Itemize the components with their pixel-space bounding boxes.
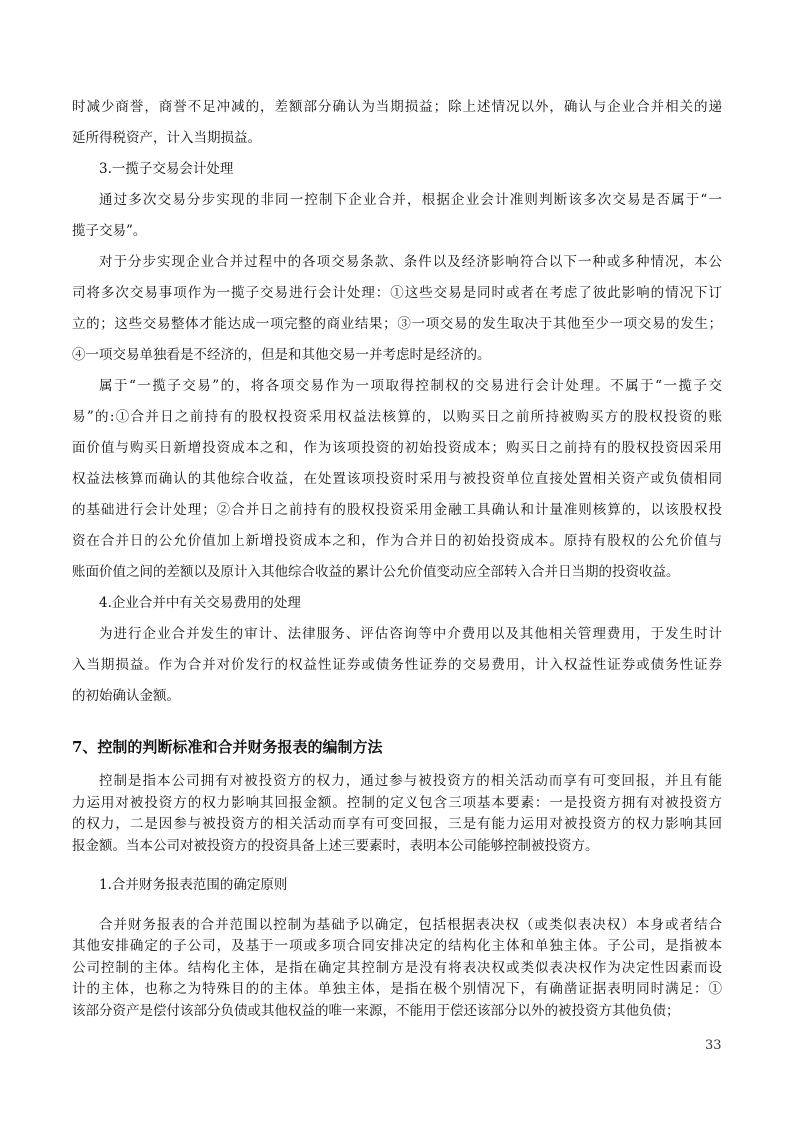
text-line: 延所得税资产，计入当期损益。 [72, 130, 261, 146]
paragraph [72, 371, 722, 588]
text-line: 司将多次交易事项作为一揽子交易进行会计处理：①这些交易是同时或者在考虑了彼此影响的情况下订 [72, 285, 722, 301]
paragraph [72, 154, 722, 185]
text-line: 通过多次交易分步实现的非同一控制下企业合并，根据企业会计准则判断该多次交易是否属于“一 [99, 192, 722, 208]
text-line: 权益法核算而确认的其他综合收益，在处置该项投资时采用与被投资单位直接处置相关资产或负债相同 [72, 471, 722, 487]
text-line: 时减少商誉，商誉不足冲减的，差额部分确认为当期损益；除上述情况以外，确认与企业合并相关的递 [72, 99, 722, 115]
text-line: 1.合并财务报表范围的确定原则 [99, 877, 288, 893]
text-line: 资在合并日的公允价值加上新增投资成本之和，作为合并日的初始投资成本。原持有股权的公允价值与 [72, 533, 722, 549]
section-heading-7: 7、控制的判断标准和合并财务报表的编制方法 [72, 738, 383, 756]
text-line: 为进行企业合并发生的审计、法律服务、评估咨询等中介费用以及其他相关管理费用，于发生时计 [99, 626, 722, 642]
text-line: 账面价值之间的差额以及原计入其他综合收益的累计公允价值变动应全部转入合并日当期的投资收益。 [72, 564, 680, 580]
text-line: 属于“一揽子交易”的，将各项交易作为一项取得控制权的交易进行会计处理。不属于“一揽子交 [99, 378, 722, 394]
text-line: 3.一揽子交易会计处理 [99, 161, 234, 177]
text-line: 的权力，二是因参与被投资方的相关活动而享有可变回报，三是有能力运用对被投资方的权力影响其回 [72, 816, 722, 832]
paragraph [72, 915, 722, 1023]
text-line: 面价值与购买日新增投资成本之和，作为该项投资的初始投资成本；购买日之前持有的股权投资因采用 [72, 440, 722, 456]
section-business-combination-accounting [72, 92, 722, 712]
text-line: ④一项交易单独看是不经济的，但是和其他交易一并考虑时是经济的。 [72, 347, 491, 363]
text-line: 立的；这些交易整体才能达成一项完整的商业结果；③一项交易的发生取决于其他至少一项交易的发生； [72, 316, 722, 332]
text-line: 的基础进行会计处理；②合并日之前持有的股权投资采用金融工具确认和计量准则核算的，以该股权投 [72, 502, 722, 518]
paragraph [72, 185, 722, 247]
paragraph [72, 588, 722, 619]
text-line: 入当期损益。作为合并对价发行的权益性证券或债务性证券的交易费用，计入权益性证券或债务性证券 [72, 657, 722, 673]
text-line: 公司控制的主体。结构化主体，是指在确定其控制方是没有将表决权或类似表决权作为决定性因素而设 [72, 959, 722, 976]
paragraph [72, 247, 722, 371]
text-line: 对于分步实现企业合并过程中的各项交易条款、条件以及经济影响符合以下一种或多种情况，本公 [99, 254, 722, 270]
text-line: 计的主体，也称之为特殊目的的主体。单独主体，是指在极个别情况下，有确凿证据表明同时满足：① [72, 981, 722, 997]
text-line: 的初始确认金额。 [72, 688, 180, 704]
text-line: 其他安排确定的子公司，及基于一项或多项合同安排决定的结构化主体和单独主体。子公司，是指被本 [72, 938, 722, 954]
page-number: 33 [705, 1038, 722, 1053]
text-line: 4.企业合并中有关交易费用的处理 [99, 595, 301, 611]
text-line: 揽子交易”。 [72, 223, 147, 239]
text-line: 该部分资产是偿付该部分负债或其他权益的唯一来源，不能用于偿还该部分以外的被投资方其他负债； [72, 1002, 680, 1019]
paragraph [72, 771, 722, 857]
text-line: 力运用对被投资方的权力影响其回报金额。控制的定义包含三项基本要素：一是投资方拥有对被投资方 [72, 794, 722, 811]
paragraph [72, 92, 722, 154]
text-line: 报金额。当本公司对被投资方的投资具备上述三要素时，表明本公司能够控制被投资方。 [72, 837, 599, 854]
page-content [72, 92, 722, 1022]
section-control-criteria [72, 771, 722, 1022]
text-line: 易”的:①合并日之前持有的股权投资采用权益法核算的，以购买日之前所持被购买方的股权投资的账 [72, 409, 722, 425]
paragraph [72, 875, 722, 897]
paragraph [72, 619, 722, 712]
text-line: 合并财务报表的合并范围以控制为基础予以确定，包括根据表决权（或类似表决权）本身或者结合 [99, 916, 722, 933]
text-line: 控制是指本公司拥有对被投资方的权力，通过参与被投资方的相关活动而享有可变回报，并且有能 [99, 773, 722, 789]
